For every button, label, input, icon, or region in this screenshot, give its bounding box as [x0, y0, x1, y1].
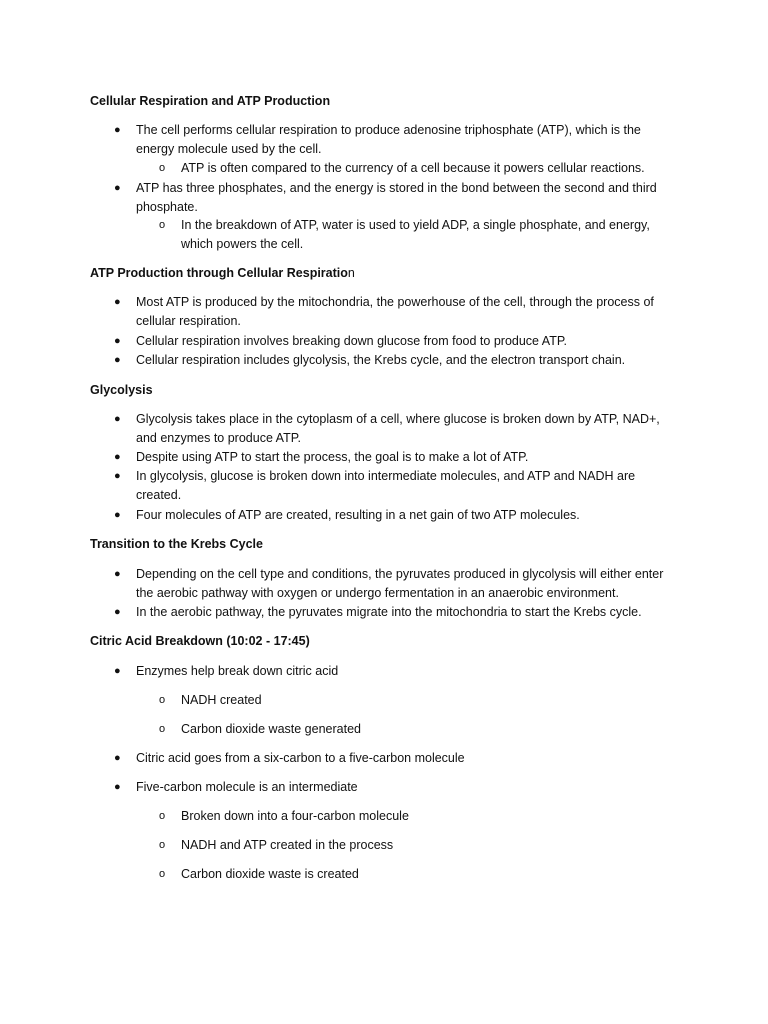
section-heading: Transition to the Krebs Cycle [90, 537, 263, 551]
sub-bullet-marker: o [159, 219, 166, 231]
list-item-text: cellular respiration. [136, 314, 241, 328]
list-item [114, 410, 660, 448]
list-item-text: Depending on the cell type and conditions, the pyruvates produced in glycolysis will either enter [136, 567, 664, 581]
list-item [114, 332, 568, 351]
list-item-text: Citric acid goes from a six-carbon to a five-carbon molecule [136, 751, 465, 765]
list-item-text: NADH and ATP created in the process [181, 838, 394, 852]
list-item-text: created. [136, 488, 182, 502]
list-item-text: Five-carbon molecule is an intermediate [136, 780, 358, 794]
list-item [114, 778, 358, 797]
list-item-text: Broken down into a four-carbon molecule [181, 809, 409, 823]
bullet-marker: ● [114, 335, 121, 347]
list-item-text: energy molecule used by the cell. [136, 142, 322, 156]
section-heading-tail: n [347, 266, 355, 280]
list-item-text: Carbon dioxide waste generated [181, 722, 361, 736]
sub-bullet-marker: o [159, 723, 166, 735]
list-item [114, 603, 642, 622]
list-item [114, 506, 580, 525]
sub-list-item [159, 216, 650, 254]
sub-list-item [159, 807, 409, 826]
list-item-text: which powers the cell. [181, 237, 304, 251]
list-item [114, 121, 641, 159]
list-item-text: and enzymes to produce ATP. [136, 431, 301, 445]
bullet-marker: ● [114, 124, 121, 136]
bullet-marker: ● [114, 182, 121, 194]
bullet-marker: ● [114, 354, 121, 366]
bullet-marker: ● [114, 752, 121, 764]
section-heading-text: ATP Production through Cellular Respiratio [90, 266, 348, 280]
list-item-text: Four molecules of ATP are created, resulting in a net gain of two ATP molecules. [136, 508, 580, 522]
sub-list-item [159, 836, 394, 855]
bullet-marker: ● [114, 470, 121, 482]
list-item-text: the aerobic pathway with oxygen or undergo fermentation in an anaerobic environment. [136, 586, 619, 600]
list-item [114, 179, 657, 217]
bullet-marker: ● [114, 568, 121, 580]
bullet-marker: ● [114, 781, 121, 793]
sub-list-item [159, 691, 262, 710]
list-item-text: The cell performs cellular respiration to produce adenosine triphosphate (ATP), which is the [136, 123, 641, 137]
list-item-text: NADH created [181, 693, 262, 707]
list-item-text: ATP is often compared to the currency of a cell because it powers cellular reactions. [181, 161, 645, 175]
sub-list-item [159, 720, 361, 739]
section-heading: Citric Acid Breakdown (10:02 - 17:45) [90, 634, 310, 648]
sub-bullet-marker: o [159, 868, 166, 880]
sub-list-item [159, 159, 645, 178]
section-heading [90, 264, 355, 283]
sub-bullet-marker: o [159, 810, 166, 822]
list-item-text: Cellular respiration includes glycolysis, the Krebs cycle, and the electron transport chain. [136, 353, 626, 367]
bullet-marker: ● [114, 606, 121, 618]
list-item [114, 662, 339, 681]
list-item-text: ATP has three phosphates, and the energy is stored in the bond between the second and third [136, 181, 657, 195]
section-heading: Glycolysis [90, 383, 153, 397]
list-item-text: In the aerobic pathway, the pyruvates migrate into the mitochondria to start the Krebs cycle. [136, 605, 642, 619]
bullet-marker: ● [114, 451, 121, 463]
sub-bullet-marker: o [159, 694, 166, 706]
list-item [114, 448, 529, 467]
section-heading: Cellular Respiration and ATP Production [90, 94, 331, 108]
list-item-text: Glycolysis takes place in the cytoplasm of a cell, where glucose is broken down by ATP, NAD+, [136, 412, 660, 426]
list-item-text: In glycolysis, glucose is broken down into intermediate molecules, and ATP and NADH are [136, 469, 636, 483]
list-item [114, 749, 465, 768]
list-item-text: Most ATP is produced by the mitochondria, the powerhouse of the cell, through the process of [136, 295, 654, 309]
list-item [114, 351, 626, 370]
list-item-text: In the breakdown of ATP, water is used to yield ADP, a single phosphate, and energy, [181, 218, 650, 232]
bullet-marker: ● [114, 509, 121, 521]
bullet-marker: ● [114, 413, 121, 425]
list-item [114, 293, 654, 331]
list-item-text: Enzymes help break down citric acid [136, 664, 339, 678]
list-item-text: phosphate. [136, 200, 198, 214]
sub-list-item [159, 865, 359, 884]
bullet-marker: ● [114, 665, 121, 677]
sub-bullet-marker: o [159, 839, 166, 851]
list-item [114, 565, 664, 603]
bullet-marker: ● [114, 296, 121, 308]
list-item-text: Carbon dioxide waste is created [181, 867, 359, 881]
list-item [114, 467, 636, 505]
sub-bullet-marker: o [159, 162, 166, 174]
list-item-text: Despite using ATP to start the process, the goal is to make a lot of ATP. [136, 450, 529, 464]
list-item-text: Cellular respiration involves breaking down glucose from food to produce ATP. [136, 334, 568, 348]
